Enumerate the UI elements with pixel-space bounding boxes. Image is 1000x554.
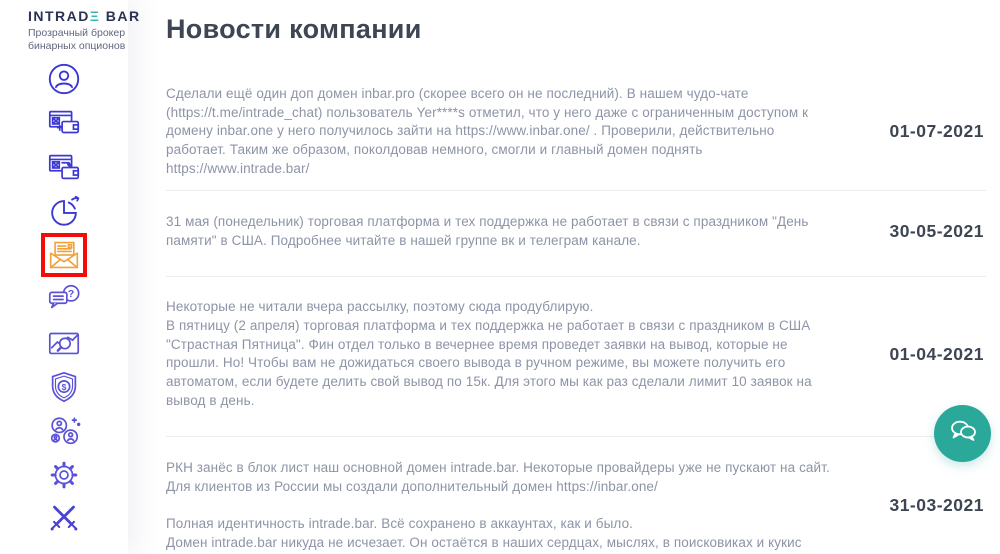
news-item xyxy=(166,277,986,437)
news-paragraph: Сделали ещё один доп домен inbar.pro (скорее всего он не последний). В нашем чудо-чате (https://t.me/intrade_chat) пользователь Yer****s отметил, что у него даже с ограниченным доступом к домену inbar.one у него получилось зайти на https://www.inbar.one/ . Проверили, действительно работает. Таким же образом, поколдовав немного, смогли и главный домен поднять https://www.intrade.bar/ xyxy=(166,86,809,176)
news-paragraph: РКН занёс в блок лист наш основной домен intrade.bar. Некоторые провайдеры уже не пускают на сайт. xyxy=(166,460,830,476)
news-item-text xyxy=(166,298,838,410)
referral-people-icon xyxy=(46,413,82,449)
sidebar-item-faq[interactable] xyxy=(41,277,87,321)
news-paragraph: Полная идентичность intrade.bar. Всё сохранено в аккаунтах, как и было. xyxy=(166,516,634,532)
news-item xyxy=(166,45,986,191)
news-item-text xyxy=(166,213,838,250)
brand-logo-text: INTRADΞ BAR xyxy=(28,8,141,24)
sidebar xyxy=(0,0,141,554)
news-envelope-icon xyxy=(47,239,81,271)
news-paragraph: Для клиентов из России мы создали дополнительный домен https://inbar.one/ xyxy=(166,478,658,494)
sidebar-item-statistics[interactable] xyxy=(41,189,87,233)
sidebar-item-profile[interactable] xyxy=(41,57,87,101)
support-chat-button[interactable] xyxy=(934,405,991,462)
news-item-date: 01-04-2021 xyxy=(889,343,984,364)
statistics-pie-icon xyxy=(46,193,82,229)
profile-icon xyxy=(46,61,82,97)
deposit-icon xyxy=(46,105,82,141)
brand-logo[interactable] xyxy=(0,0,141,55)
news-paragraph: В пятницу (2 апреля) торговая платформа и тех поддержка не работает в связи с праздником в США "Страстная Пятница". Фин отдел только в вечернее время проведет заявки на вывод, которые не прошли. Но! Чтобы вам не дожидаться своего вывода в ручном режиме, вы можете получить его автоматом, если будете делить свой вывод по 15к. Для этого мы как раз сделали лимит 10 заявок на вывод в день. xyxy=(166,318,812,408)
security-shield-dollar-icon xyxy=(46,369,82,405)
svg-text:$: $ xyxy=(61,381,67,392)
faq-chat-question-icon xyxy=(46,281,82,317)
logo-accent-letter: Ξ xyxy=(89,8,101,24)
news-item-text xyxy=(166,85,838,178)
news-item xyxy=(166,437,986,554)
sidebar-item-security[interactable] xyxy=(41,365,87,409)
sidebar-item-analytics[interactable] xyxy=(41,321,87,365)
sidebar-item-withdrawal[interactable] xyxy=(41,145,87,189)
settings-gear-icon xyxy=(46,457,82,493)
analytics-chart-magnifier-icon xyxy=(46,325,82,361)
brand-tagline: Прозрачный брокер бинарных опционов xyxy=(28,27,126,52)
sidebar-item-referral[interactable] xyxy=(41,409,87,453)
news-item-text xyxy=(166,459,838,553)
chat-bubbles-icon xyxy=(947,415,979,452)
news-item-date: 30-05-2021 xyxy=(889,221,984,242)
news-paragraph: Домен intrade.bar никуда не исчезает. Он остаётся в наших сердцах, мыслях, в поисковиках и кукис xyxy=(166,535,802,550)
news-paragraph: Некоторые не читали вчера рассылку, поэтому сюда продублирую. xyxy=(166,299,594,315)
svg-text:?: ? xyxy=(67,289,75,301)
news-item-date: 01-07-2021 xyxy=(889,121,984,142)
news-paragraph: 31 мая (понедельник) торговая платформа и тех поддержка не работает в связи с праздником "День памяти" в США. Подробнее читайте в нашей группе вк и телеграм канале. xyxy=(166,214,809,248)
sidebar-item-tournaments[interactable] xyxy=(41,497,87,541)
sidebar-item-news[interactable] xyxy=(41,233,87,277)
tournaments-swords-icon xyxy=(46,501,82,537)
sidebar-item-deposit[interactable] xyxy=(41,101,87,145)
main-content xyxy=(128,0,1000,554)
news-item-date: 31-03-2021 xyxy=(889,495,984,516)
page-title: Новости компании xyxy=(166,14,422,44)
sidebar-item-settings[interactable] xyxy=(41,453,87,497)
sidebar-nav xyxy=(41,57,87,541)
news-item xyxy=(166,191,986,277)
withdrawal-icon xyxy=(46,149,82,185)
